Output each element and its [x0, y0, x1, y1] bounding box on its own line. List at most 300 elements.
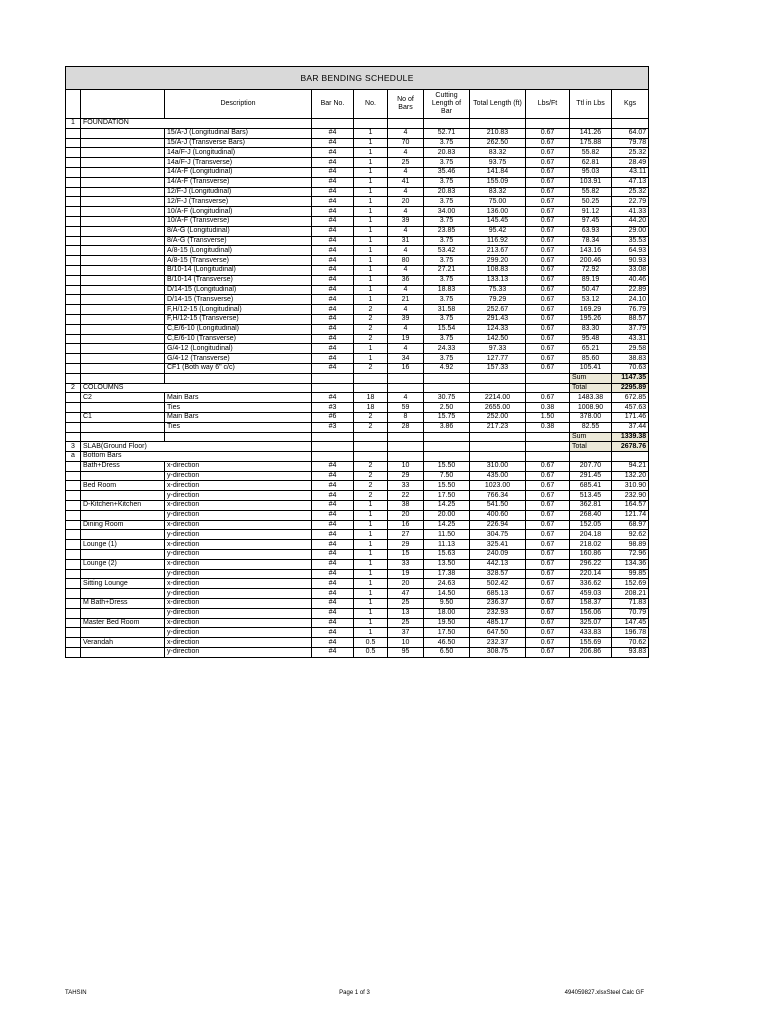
- row-cutting-length: 17.50: [424, 491, 470, 501]
- row-kgs: 94.21: [612, 461, 649, 471]
- row-ttl-lbs: 55.82: [570, 187, 612, 197]
- row-lbs-ft: 0.67: [526, 344, 570, 354]
- bar-bending-schedule-sheet: [65, 66, 647, 658]
- row-index: [66, 236, 81, 246]
- row-no: 1: [354, 540, 388, 550]
- row-total-length: 142.50: [470, 334, 526, 344]
- row-index: [66, 550, 81, 560]
- row-no-of-bars: 80: [388, 256, 424, 266]
- row-cutting-length: 27.21: [424, 265, 470, 275]
- row-total-length: 325.41: [470, 540, 526, 550]
- table-row: [66, 559, 649, 569]
- row-ttl-lbs: 1008.90: [570, 403, 612, 413]
- empty-cell: [570, 119, 612, 129]
- row-kgs: 35.53: [612, 236, 649, 246]
- table-row: [66, 520, 649, 530]
- empty-cell: [354, 373, 388, 383]
- row-description: x-direction: [165, 618, 312, 628]
- schedule-title: BAR BENDING SCHEDULE: [66, 67, 649, 90]
- row-no-of-bars: 41: [388, 177, 424, 187]
- row-lbs-ft: 0.67: [526, 226, 570, 236]
- table-row: [66, 540, 649, 550]
- row-description: A/8-15 (Transverse): [165, 256, 312, 266]
- row-total-length: 304.75: [470, 530, 526, 540]
- row-no: 1: [354, 148, 388, 158]
- row-cutting-length: 2.50: [424, 403, 470, 413]
- row-bar-no: #4: [312, 608, 354, 618]
- row-location: [81, 236, 165, 246]
- row-location: [81, 305, 165, 315]
- row-description: x-direction: [165, 481, 312, 491]
- row-index: [66, 422, 81, 432]
- row-description: 15/A-J (Transverse Bars): [165, 138, 312, 148]
- row-lbs-ft: 0.67: [526, 246, 570, 256]
- row-kgs: 92.62: [612, 530, 649, 540]
- row-lbs-ft: 0.67: [526, 265, 570, 275]
- row-description: x-direction: [165, 579, 312, 589]
- row-kgs: 672.85: [612, 393, 649, 403]
- row-bar-no: #4: [312, 510, 354, 520]
- row-index: [66, 559, 81, 569]
- empty-cell: [526, 119, 570, 129]
- section-name: SLAB(Ground Floor): [81, 442, 312, 452]
- table-row: [66, 579, 649, 589]
- row-kgs: 76.79: [612, 305, 649, 315]
- table-row: [66, 471, 649, 481]
- row-kgs: 72.96: [612, 550, 649, 560]
- table-row: [66, 412, 649, 422]
- row-bar-no: #4: [312, 138, 354, 148]
- row-cutting-length: 15.63: [424, 550, 470, 560]
- row-bar-no: #4: [312, 275, 354, 285]
- row-no-of-bars: 8: [388, 412, 424, 422]
- row-cutting-length: 18.00: [424, 608, 470, 618]
- row-description: D/14-15 (Longitudinal): [165, 285, 312, 295]
- table-row: [66, 285, 649, 295]
- row-lbs-ft: 0.67: [526, 236, 570, 246]
- row-description: Main Bars: [165, 393, 312, 403]
- row-index: [66, 608, 81, 618]
- empty-cell: [354, 452, 388, 462]
- row-lbs-ft: 0.67: [526, 324, 570, 334]
- row-cutting-length: 3.75: [424, 275, 470, 285]
- row-description: G/4-12 (Longitudinal): [165, 344, 312, 354]
- row-total-length: 226.94: [470, 520, 526, 530]
- row-bar-no: #3: [312, 403, 354, 413]
- row-index: [66, 167, 81, 177]
- row-bar-no: #4: [312, 471, 354, 481]
- table-row: [66, 550, 649, 560]
- row-total-length: 141.84: [470, 167, 526, 177]
- row-kgs: 134.36: [612, 559, 649, 569]
- row-location: [81, 530, 165, 540]
- row-ttl-lbs: 63.93: [570, 226, 612, 236]
- row-lbs-ft: 0.67: [526, 520, 570, 530]
- table-row: [66, 226, 649, 236]
- header-description: Description: [165, 90, 312, 119]
- row-kgs: 232.90: [612, 491, 649, 501]
- row-ttl-lbs: 105.41: [570, 363, 612, 373]
- row-ttl-lbs: 78.34: [570, 236, 612, 246]
- row-bar-no: #4: [312, 579, 354, 589]
- empty-cell: [388, 119, 424, 129]
- row-ttl-lbs: 152.05: [570, 520, 612, 530]
- row-location: [81, 648, 165, 658]
- row-cutting-length: 52.71: [424, 128, 470, 138]
- row-location: Bath+Dress: [81, 461, 165, 471]
- row-kgs: 37.79: [612, 324, 649, 334]
- empty-cell: [388, 373, 424, 383]
- row-cutting-length: 24.33: [424, 344, 470, 354]
- row-bar-no: #4: [312, 530, 354, 540]
- row-bar-no: #4: [312, 481, 354, 491]
- row-ttl-lbs: 204.18: [570, 530, 612, 540]
- row-cutting-length: 18.83: [424, 285, 470, 295]
- table-row: [66, 256, 649, 266]
- row-kgs: 29.00: [612, 226, 649, 236]
- row-lbs-ft: 0.67: [526, 207, 570, 217]
- row-cutting-length: 3.75: [424, 334, 470, 344]
- row-location: [81, 216, 165, 226]
- row-ttl-lbs: 82.55: [570, 422, 612, 432]
- row-no-of-bars: 33: [388, 481, 424, 491]
- section-name: COLOUMNS: [81, 383, 312, 393]
- row-cutting-length: 31.58: [424, 305, 470, 315]
- row-no: 1: [354, 618, 388, 628]
- row-ttl-lbs: 95.48: [570, 334, 612, 344]
- row-location: [81, 285, 165, 295]
- row-kgs: 171.46: [612, 412, 649, 422]
- row-description: C,E/6-10 (Longitudinal): [165, 324, 312, 334]
- row-description: y-direction: [165, 550, 312, 560]
- row-lbs-ft: 0.67: [526, 138, 570, 148]
- row-ttl-lbs: 65.21: [570, 344, 612, 354]
- row-bar-no: #4: [312, 197, 354, 207]
- row-index: [66, 393, 81, 403]
- row-index: [66, 187, 81, 197]
- row-no-of-bars: 29: [388, 471, 424, 481]
- section-index: 2: [66, 383, 81, 393]
- row-description: B/10-14 (Transverse): [165, 275, 312, 285]
- row-bar-no: #4: [312, 334, 354, 344]
- row-bar-no: #6: [312, 412, 354, 422]
- row-index: [66, 324, 81, 334]
- row-lbs-ft: 0.67: [526, 393, 570, 403]
- row-description: x-direction: [165, 559, 312, 569]
- row-no: 18: [354, 393, 388, 403]
- row-bar-no: #4: [312, 265, 354, 275]
- row-kgs: 43.11: [612, 167, 649, 177]
- empty-cell: [424, 432, 470, 442]
- row-no: 1: [354, 510, 388, 520]
- table-row: [66, 334, 649, 344]
- row-no: 1: [354, 256, 388, 266]
- row-description: C,E/6-10 (Transverse): [165, 334, 312, 344]
- row-total-length: 2214.00: [470, 393, 526, 403]
- row-index: [66, 530, 81, 540]
- empty-cell: [81, 432, 165, 442]
- row-cutting-length: 3.75: [424, 197, 470, 207]
- row-location: [81, 158, 165, 168]
- empty-cell: [312, 373, 354, 383]
- row-ttl-lbs: 336.62: [570, 579, 612, 589]
- row-index: [66, 246, 81, 256]
- row-ttl-lbs: 378.00: [570, 412, 612, 422]
- header-location: [81, 90, 165, 119]
- row-location: [81, 550, 165, 560]
- row-ttl-lbs: 143.16: [570, 246, 612, 256]
- table-row: [66, 648, 649, 658]
- row-bar-no: #4: [312, 207, 354, 217]
- row-bar-no: #4: [312, 187, 354, 197]
- row-cutting-length: 3.75: [424, 295, 470, 305]
- row-no-of-bars: 29: [388, 540, 424, 550]
- row-total-length: 766.34: [470, 491, 526, 501]
- row-bar-no: #4: [312, 628, 354, 638]
- row-location: [81, 569, 165, 579]
- row-kgs: 25.32: [612, 148, 649, 158]
- row-lbs-ft: 0.67: [526, 648, 570, 658]
- empty-cell: [470, 373, 526, 383]
- table-row: [66, 324, 649, 334]
- table-row: [66, 207, 649, 217]
- row-cutting-length: 24.63: [424, 579, 470, 589]
- row-no: 1: [354, 501, 388, 511]
- row-lbs-ft: 0.67: [526, 510, 570, 520]
- empty-cell: [424, 383, 470, 393]
- row-lbs-ft: 0.67: [526, 305, 570, 315]
- row-no-of-bars: 4: [388, 305, 424, 315]
- row-no-of-bars: 38: [388, 501, 424, 511]
- table-row: [66, 491, 649, 501]
- empty-cell: [526, 432, 570, 442]
- row-index: [66, 461, 81, 471]
- row-no-of-bars: 21: [388, 295, 424, 305]
- row-total-length: 240.09: [470, 550, 526, 560]
- row-cutting-length: 3.75: [424, 138, 470, 148]
- row-no-of-bars: 34: [388, 354, 424, 364]
- schedule-table: [65, 66, 649, 658]
- header-row: [66, 90, 649, 119]
- empty-cell: [612, 119, 649, 129]
- sum-value: 1147.35: [612, 373, 649, 383]
- row-total-length: 232.37: [470, 638, 526, 648]
- header-total-length: Total Length (ft): [470, 90, 526, 119]
- row-no: 1: [354, 550, 388, 560]
- row-no-of-bars: 36: [388, 275, 424, 285]
- row-location: [81, 207, 165, 217]
- row-cutting-length: 3.75: [424, 158, 470, 168]
- empty-cell: [354, 383, 388, 393]
- row-index: [66, 648, 81, 658]
- row-no-of-bars: 16: [388, 520, 424, 530]
- row-ttl-lbs: 156.06: [570, 608, 612, 618]
- row-no: 2: [354, 412, 388, 422]
- row-location: [81, 148, 165, 158]
- row-total-length: 252.67: [470, 305, 526, 315]
- row-location: [81, 265, 165, 275]
- row-total-length: 262.50: [470, 138, 526, 148]
- row-location: [81, 589, 165, 599]
- row-kgs: 208.21: [612, 589, 649, 599]
- footer-file-name: 494059827.xlsxSteel Calc GF: [564, 990, 644, 996]
- row-lbs-ft: 0.67: [526, 275, 570, 285]
- row-total-length: 485.17: [470, 618, 526, 628]
- row-index: [66, 599, 81, 609]
- row-total-length: 400.60: [470, 510, 526, 520]
- row-no-of-bars: 25: [388, 599, 424, 609]
- row-description: y-direction: [165, 471, 312, 481]
- row-no: 2: [354, 324, 388, 334]
- table-row: [66, 530, 649, 540]
- row-total-length: 310.00: [470, 461, 526, 471]
- row-ttl-lbs: 55.82: [570, 148, 612, 158]
- row-total-length: 291.43: [470, 314, 526, 324]
- empty-cell: [612, 452, 649, 462]
- row-no-of-bars: 39: [388, 216, 424, 226]
- empty-cell: [570, 452, 612, 462]
- row-description: 10/A-F (Transverse): [165, 216, 312, 226]
- row-lbs-ft: 0.67: [526, 128, 570, 138]
- row-no: 2: [354, 491, 388, 501]
- row-lbs-ft: 0.67: [526, 559, 570, 569]
- row-kgs: 43.31: [612, 334, 649, 344]
- total-value: 2295.89: [612, 383, 649, 393]
- row-index: [66, 226, 81, 236]
- row-index: [66, 177, 81, 187]
- row-lbs-ft: 0.67: [526, 256, 570, 266]
- row-total-length: 79.29: [470, 295, 526, 305]
- row-ttl-lbs: 155.69: [570, 638, 612, 648]
- row-location: D-Kitchen+Kitchen: [81, 501, 165, 511]
- sum-label: Sum: [570, 373, 612, 383]
- empty-cell: [526, 383, 570, 393]
- row-no-of-bars: 37: [388, 628, 424, 638]
- row-kgs: 70.79: [612, 608, 649, 618]
- row-kgs: 79.78: [612, 138, 649, 148]
- row-kgs: 152.69: [612, 579, 649, 589]
- row-ttl-lbs: 83.30: [570, 324, 612, 334]
- row-no: 1: [354, 265, 388, 275]
- row-location: [81, 608, 165, 618]
- row-ttl-lbs: 325.07: [570, 618, 612, 628]
- sum-value: 1339.38: [612, 432, 649, 442]
- row-total-length: 328.57: [470, 569, 526, 579]
- row-lbs-ft: 0.67: [526, 285, 570, 295]
- row-kgs: 93.83: [612, 648, 649, 658]
- empty-cell: [424, 442, 470, 452]
- row-bar-no: #4: [312, 461, 354, 471]
- row-index: [66, 158, 81, 168]
- row-index: [66, 491, 81, 501]
- row-ttl-lbs: 175.88: [570, 138, 612, 148]
- row-kgs: 64.93: [612, 246, 649, 256]
- row-kgs: 33.08: [612, 265, 649, 275]
- row-total-length: 541.50: [470, 501, 526, 511]
- row-location: [81, 246, 165, 256]
- row-ttl-lbs: 362.81: [570, 501, 612, 511]
- row-bar-no: #4: [312, 167, 354, 177]
- row-total-length: 145.45: [470, 216, 526, 226]
- empty-cell: [388, 442, 424, 452]
- row-location: [81, 403, 165, 413]
- row-lbs-ft: 0.67: [526, 638, 570, 648]
- row-total-length: 232.93: [470, 608, 526, 618]
- row-no: 1: [354, 128, 388, 138]
- row-ttl-lbs: 268.40: [570, 510, 612, 520]
- row-cutting-length: 3.86: [424, 422, 470, 432]
- row-cutting-length: 6.50: [424, 648, 470, 658]
- row-kgs: 40.46: [612, 275, 649, 285]
- row-description: x-direction: [165, 638, 312, 648]
- row-bar-no: #4: [312, 324, 354, 334]
- row-ttl-lbs: 220.14: [570, 569, 612, 579]
- row-description: 8/A-G (Transverse): [165, 236, 312, 246]
- row-cutting-length: 7.50: [424, 471, 470, 481]
- row-description: x-direction: [165, 599, 312, 609]
- row-bar-no: #4: [312, 363, 354, 373]
- row-total-length: 133.13: [470, 275, 526, 285]
- row-lbs-ft: 0.67: [526, 216, 570, 226]
- table-row: [66, 187, 649, 197]
- table-row: [66, 393, 649, 403]
- row-location: [81, 354, 165, 364]
- row-ttl-lbs: 62.81: [570, 158, 612, 168]
- row-lbs-ft: 0.67: [526, 471, 570, 481]
- row-bar-no: #4: [312, 520, 354, 530]
- row-kgs: 38.83: [612, 354, 649, 364]
- row-kgs: 70.63: [612, 363, 649, 373]
- row-location: C2: [81, 393, 165, 403]
- empty-cell: [312, 442, 354, 452]
- row-description: y-direction: [165, 628, 312, 638]
- row-cutting-length: 20.83: [424, 148, 470, 158]
- row-description: y-direction: [165, 530, 312, 540]
- row-kgs: 44.20: [612, 216, 649, 226]
- row-lbs-ft: 0.67: [526, 461, 570, 471]
- row-location: Dining Room: [81, 520, 165, 530]
- row-description: F,H/12-15 (Transverse): [165, 314, 312, 324]
- section-row: [66, 452, 649, 462]
- row-total-length: 502.42: [470, 579, 526, 589]
- row-kgs: 37.44: [612, 422, 649, 432]
- row-no-of-bars: 4: [388, 265, 424, 275]
- row-no: 1: [354, 158, 388, 168]
- row-no-of-bars: 59: [388, 403, 424, 413]
- row-no: 1: [354, 167, 388, 177]
- header-bar-no: Bar No.: [312, 90, 354, 119]
- row-cutting-length: 53.42: [424, 246, 470, 256]
- row-kgs: 164.57: [612, 501, 649, 511]
- row-index: [66, 471, 81, 481]
- row-total-length: 124.33: [470, 324, 526, 334]
- row-bar-no: #4: [312, 177, 354, 187]
- row-bar-no: #3: [312, 422, 354, 432]
- row-bar-no: #4: [312, 393, 354, 403]
- row-total-length: 83.32: [470, 148, 526, 158]
- row-no-of-bars: 33: [388, 559, 424, 569]
- row-index: [66, 207, 81, 217]
- table-row: [66, 314, 649, 324]
- row-no-of-bars: 25: [388, 618, 424, 628]
- row-index: [66, 285, 81, 295]
- row-no: 1: [354, 354, 388, 364]
- row-description: 10/A-F (Longitudinal): [165, 207, 312, 217]
- table-row: [66, 461, 649, 471]
- table-row: [66, 158, 649, 168]
- row-kgs: 98.89: [612, 540, 649, 550]
- row-ttl-lbs: 85.60: [570, 354, 612, 364]
